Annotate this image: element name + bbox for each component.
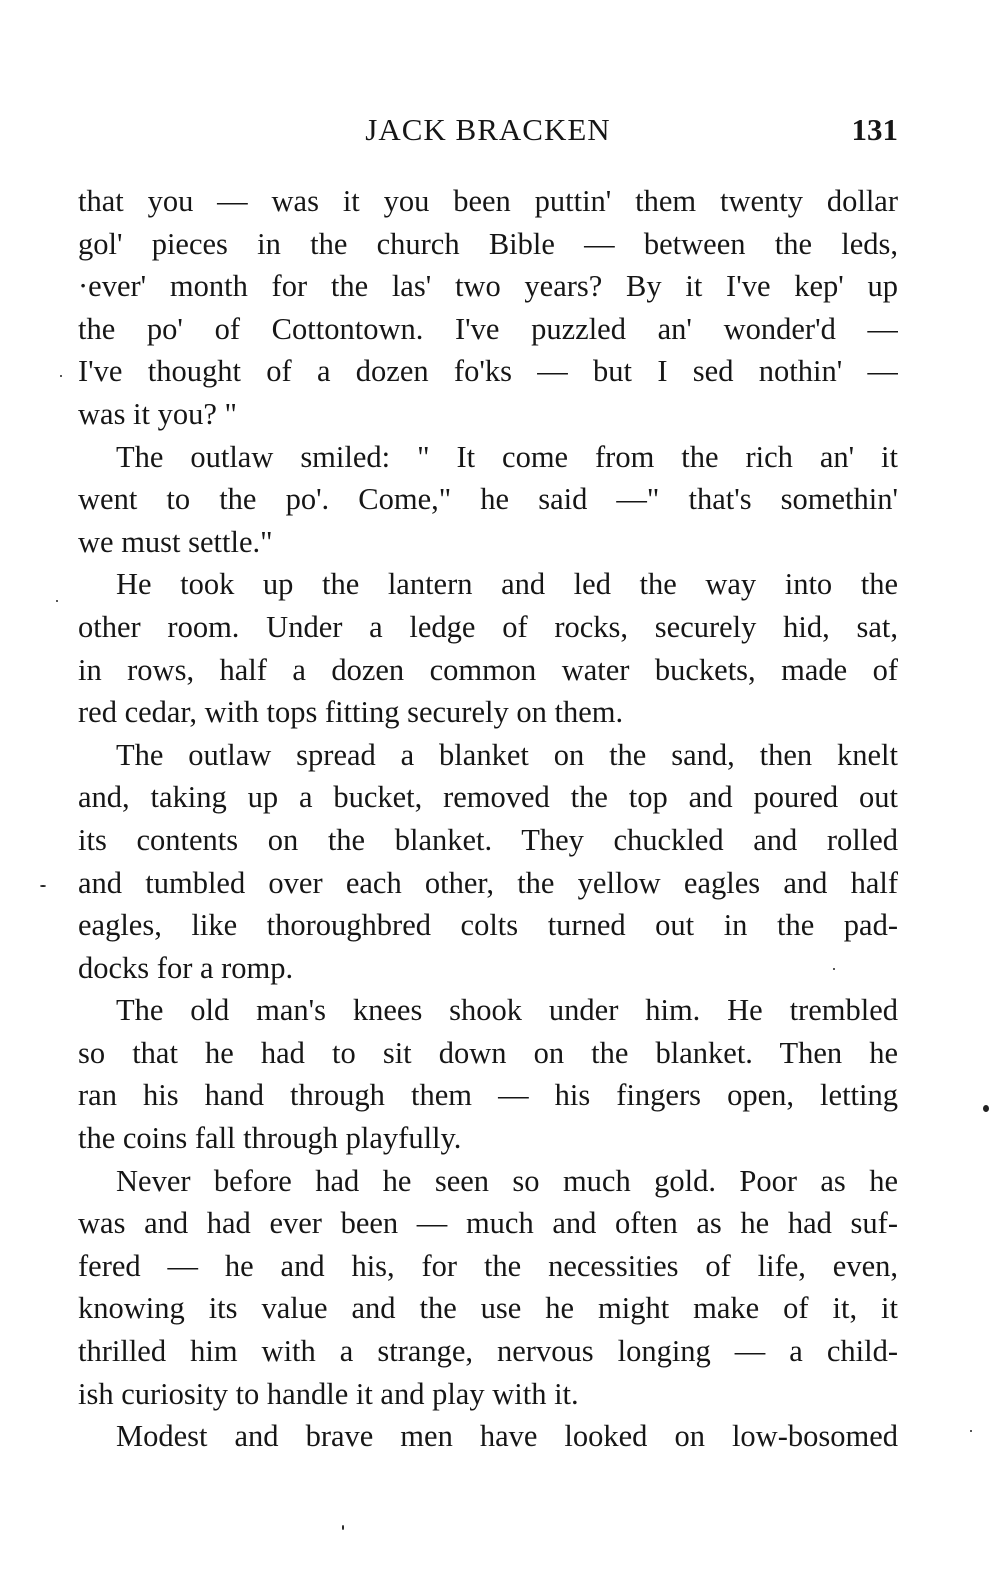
text-line: I've thought of a dozen fo'ks — but I sed nothin' — — [78, 354, 898, 389]
body-text — [78, 180, 898, 1458]
scan-speck — [60, 375, 62, 377]
page-number: 131 — [851, 112, 898, 147]
text-line: was and had ever been — much and often as he had suf- — [78, 1206, 898, 1241]
text-line: and tumbled over each other, the yellow eagles and half — [78, 865, 898, 900]
text-line: that you — was it you been puttin' them twenty dollar — [78, 184, 898, 218]
text-line: so that he had to sit down on the blanket. Then he — [78, 1035, 898, 1070]
scan-speck — [40, 885, 46, 887]
scan-speck — [983, 1105, 989, 1112]
text-line: we must settle." — [78, 524, 273, 559]
text-line: fered — he and his, for the necessities of life, even, — [78, 1248, 898, 1283]
text-line: knowing its value and the use he might make of it, it — [78, 1291, 898, 1326]
text-line: and, taking up a bucket, removed the top and poured out — [78, 780, 898, 815]
text-line: went to the po'. Come," he said —" that's somethin' — [78, 482, 898, 517]
text-line: eagles, like thoroughbred colts turned out in the pad- — [78, 908, 898, 943]
running-title: JACK BRACKEN — [365, 112, 611, 147]
text-line: red cedar, with tops fitting securely on them. — [78, 695, 624, 730]
text-line: the po' of Cottontown. I've puzzled an' wonder'd — — [78, 311, 898, 346]
text-line: the coins fall through playfully. — [78, 1121, 462, 1156]
scan-speck — [833, 968, 835, 970]
scan-speck — [56, 600, 58, 602]
text-line: gol' pieces in the church Bible — between the leds, — [78, 226, 898, 261]
text-line: The outlaw smiled: " It come from the rich an' it — [116, 439, 898, 474]
text-line: The old man's knees shook under him. He trembled — [116, 993, 898, 1028]
text-line: The outlaw spread a blanket on the sand, then knelt — [116, 737, 898, 772]
page-header — [78, 112, 898, 156]
text-line: Never before had he seen so much gold. Poor as he — [116, 1163, 898, 1198]
text-line: He took up the lantern and led the way into the — [116, 567, 898, 602]
text-line: other room. Under a ledge of rocks, securely hid, sat, — [78, 609, 898, 644]
text-line: Modest and brave men have looked on low-bosomed — [116, 1419, 898, 1454]
text-line: docks for a romp. — [78, 950, 294, 985]
scan-speck — [342, 1525, 344, 1530]
text-line: ·ever' month for the las' two years? By it I've kep' up — [78, 269, 898, 304]
text-line: ish curiosity to handle it and play with it. — [78, 1376, 579, 1411]
text-line: thrilled him with a strange, nervous longing — a child- — [78, 1334, 898, 1369]
text-line: was it you? " — [78, 396, 237, 431]
text-line: its contents on the blanket. They chuckled and rolled — [78, 822, 898, 857]
text-line: in rows, half a dozen common water buckets, made of — [78, 652, 898, 687]
text-line: ran his hand through them — his fingers open, letting — [78, 1078, 898, 1113]
scan-speck — [970, 1430, 972, 1432]
